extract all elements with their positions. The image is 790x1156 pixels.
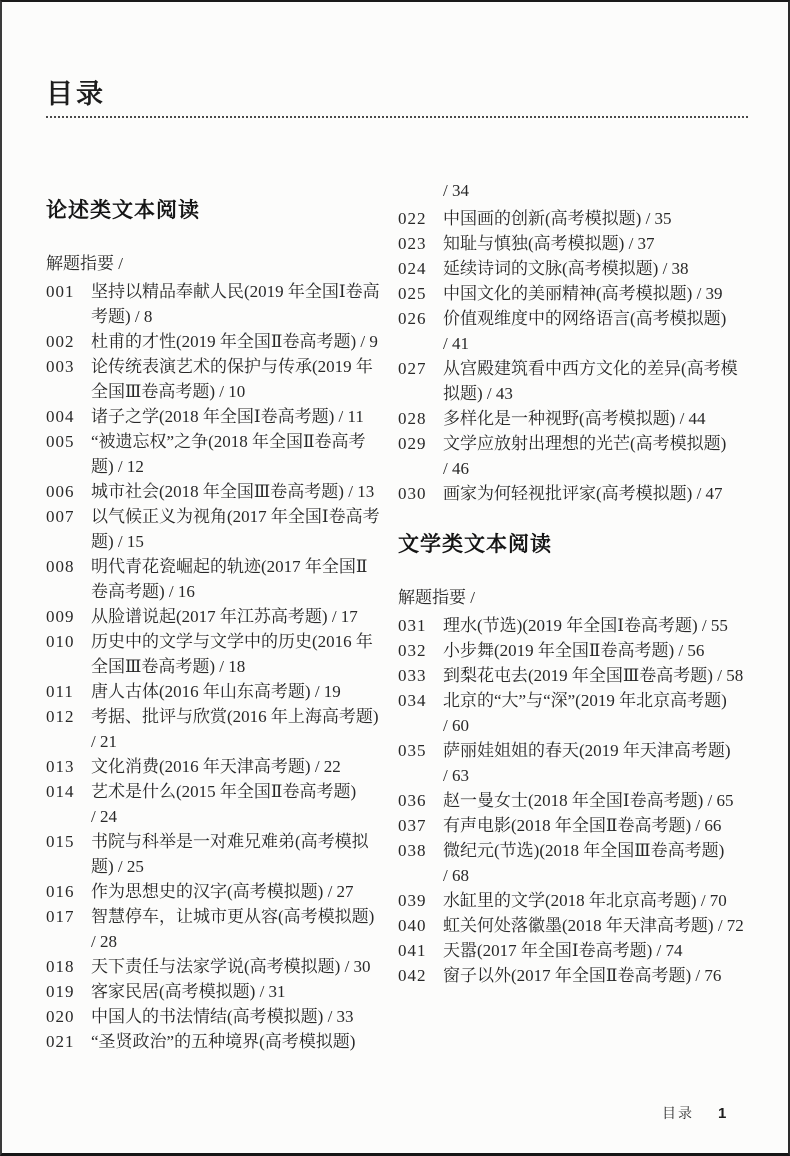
entry-number: 017 — [46, 907, 75, 926]
entry-number: 024 — [398, 259, 427, 278]
toc-entry — [46, 879, 384, 904]
entry-number: 041 — [398, 941, 427, 960]
entry-number: 001 — [46, 282, 75, 301]
entry-number: 005 — [46, 432, 75, 451]
entry-text: 从脸谱说起(2017 年江苏高考题) / 17 — [91, 607, 358, 626]
entry-text: 延续诗词的文脉(高考模拟题) / 38 — [443, 259, 689, 278]
entry-text: 多样化是一种视野(高考模拟题) / 44 — [443, 409, 706, 428]
footer-page-number: 1 — [718, 1105, 727, 1122]
toc-entry — [398, 231, 748, 256]
entry-text: 小步舞(2019 年全国Ⅱ卷高考题) / 56 — [443, 641, 705, 660]
entry-text: 北京的“大”与“深”(2019 年北京高考题) / 60 — [443, 691, 727, 735]
toc-entry — [46, 704, 384, 754]
entry-text: 客家民居(高考模拟题) / 31 — [91, 982, 286, 1001]
toc-entry — [46, 904, 384, 954]
toc-entry — [46, 504, 384, 554]
toc-list-001-021 — [46, 279, 384, 1054]
toc-entry — [398, 913, 748, 938]
entry-text: 诸子之学(2018 年全国Ⅰ卷高考题) / 11 — [91, 407, 364, 426]
entry-number: 031 — [398, 616, 427, 635]
toc-entry — [398, 256, 748, 281]
entry-text: 微纪元(节选)(2018 年全国Ⅲ卷高考题) / 68 — [443, 841, 725, 885]
entry-text: 文化消费(2016 年天津高考题) / 22 — [91, 757, 341, 776]
carryover-page-ref: / 34 — [443, 181, 469, 200]
toc-entry — [398, 888, 748, 913]
toc-entry — [398, 838, 748, 888]
entry-text: 城市社会(2018 年全国Ⅲ卷高考题) / 13 — [91, 482, 375, 501]
entry-number: 026 — [398, 309, 427, 328]
toc-entry — [398, 406, 748, 431]
toc-entry — [46, 754, 384, 779]
toc-entry — [398, 306, 748, 356]
right-column — [398, 178, 748, 988]
entry-number: 007 — [46, 507, 75, 526]
entry-text: 价值观维度中的网络语言(高考模拟题) / 41 — [443, 309, 727, 353]
entry-number: 042 — [398, 966, 427, 985]
toc-list-022-030 — [398, 206, 748, 506]
entry-number: 004 — [46, 407, 75, 426]
entry-text: 文学应放射出理想的光芒(高考模拟题) / 46 — [443, 434, 727, 478]
entry-number: 022 — [398, 209, 427, 228]
entry-text: 坚持以精品奉献人民(2019 年全国Ⅰ卷高考题) / 8 — [91, 282, 380, 326]
entry-text: 从宫殿建筑看中西方文化的差异(高考模拟题) / 43 — [443, 359, 738, 403]
toc-entry — [398, 738, 748, 788]
entry-text: 论传统表演艺术的保护与传承(2019 年全国Ⅲ卷高考题) / 10 — [91, 357, 373, 401]
toc-entry — [398, 813, 748, 838]
toc-entry — [46, 279, 384, 329]
toc-entry — [46, 679, 384, 704]
toc-entry — [398, 356, 748, 406]
entry-text: 到梨花屯去(2019 年全国Ⅲ卷高考题) / 58 — [443, 666, 744, 685]
entry-number: 010 — [46, 632, 75, 651]
entry-number: 008 — [46, 557, 75, 576]
guide-label-literary: 解题指要 / — [398, 588, 475, 607]
toc-entry — [398, 963, 748, 988]
toc-entry — [46, 479, 384, 504]
entry-text: 有声电影(2018 年全国Ⅱ卷高考题) / 66 — [443, 816, 722, 835]
toc-entry — [398, 688, 748, 738]
toc-entry — [46, 829, 384, 879]
entry-text: “被遗忘权”之争(2018 年全国Ⅱ卷高考题) / 12 — [91, 432, 366, 476]
entry-number: 020 — [46, 1007, 75, 1026]
entry-text: 作为思想史的汉字(高考模拟题) / 27 — [91, 882, 354, 901]
toc-entry — [398, 788, 748, 813]
footer-section-label: 目录 — [662, 1105, 694, 1121]
entry-number: 037 — [398, 816, 427, 835]
entry-text: 智慧停车，让城市更从容(高考模拟题) / 28 — [91, 907, 375, 951]
entry-number: 019 — [46, 982, 75, 1001]
section-title-argumentative-reading: 论述类文本阅读 — [46, 199, 200, 222]
entry-number: 036 — [398, 791, 427, 810]
entry-number: 011 — [46, 682, 74, 701]
toc-entry — [46, 604, 384, 629]
entry-number: 016 — [46, 882, 75, 901]
entry-text: 天下责任与法家学说(高考模拟题) / 30 — [91, 957, 371, 976]
toc-entry — [46, 329, 384, 354]
toc-entry — [46, 554, 384, 604]
entry-text: 书院与科举是一对难兄难弟(高考模拟题) / 25 — [91, 832, 369, 876]
toc-entry — [398, 938, 748, 963]
page-title: 目录 — [46, 79, 106, 109]
entry-number: 003 — [46, 357, 75, 376]
entry-text: 画家为何轻视批评家(高考模拟题) / 47 — [443, 484, 723, 503]
entry-number: 018 — [46, 957, 75, 976]
entry-text: 窗子以外(2017 年全国Ⅱ卷高考题) / 76 — [443, 966, 722, 985]
toc-entry — [46, 1029, 384, 1054]
entry-number: 012 — [46, 707, 75, 726]
toc-list-031-042 — [398, 613, 748, 988]
entry-number: 030 — [398, 484, 427, 503]
toc-entry — [398, 431, 748, 481]
entry-number: 009 — [46, 607, 75, 626]
entry-text: 水缸里的文学(2018 年北京高考题) / 70 — [443, 891, 727, 910]
entry-number: 002 — [46, 332, 75, 351]
dotted-divider — [46, 116, 748, 118]
toc-entry — [398, 663, 748, 688]
toc-entry — [46, 779, 384, 829]
toc-entry — [46, 954, 384, 979]
entry-number: 038 — [398, 841, 427, 860]
entry-text: 艺术是什么(2015 年全国Ⅱ卷高考题) / 24 — [91, 782, 357, 826]
toc-entry — [46, 404, 384, 429]
entry-number: 021 — [46, 1032, 75, 1051]
entry-text: 考据、批评与欣赏(2016 年上海高考题) / 21 — [91, 707, 379, 751]
entry-text: 以气候正义为视角(2017 年全国Ⅰ卷高考题) / 15 — [91, 507, 380, 551]
entry-number: 027 — [398, 359, 427, 378]
entry-text: 历史中的文学与文学中的历史(2016 年全国Ⅲ卷高考题) / 18 — [91, 632, 373, 676]
page-footer — [662, 1103, 726, 1123]
toc-entry — [398, 613, 748, 638]
entry-number: 033 — [398, 666, 427, 685]
entry-number: 035 — [398, 741, 427, 760]
entry-number: 023 — [398, 234, 427, 253]
entry-number: 028 — [398, 409, 427, 428]
entry-number: 013 — [46, 757, 75, 776]
entry-text: “圣贤政治”的五种境界(高考模拟题) — [91, 1032, 356, 1051]
entry-text: 唐人古体(2016 年山东高考题) / 19 — [91, 682, 341, 701]
entry-text: 中国人的书法情结(高考模拟题) / 33 — [91, 1007, 354, 1026]
entry-number: 029 — [398, 434, 427, 453]
toc-entry — [398, 206, 748, 231]
entry-number: 025 — [398, 284, 427, 303]
entry-text: 虹关何处落徽墨(2018 年天津高考题) / 72 — [443, 916, 744, 935]
toc-entry — [398, 638, 748, 663]
entry-text: 知耻与慎独(高考模拟题) / 37 — [443, 234, 655, 253]
guide-label-argumentative: 解题指要 / — [46, 254, 123, 273]
entry-number: 006 — [46, 482, 75, 501]
entry-text: 中国画的创新(高考模拟题) / 35 — [443, 209, 672, 228]
entry-text: 杜甫的才性(2019 年全国Ⅱ卷高考题) / 9 — [91, 332, 378, 351]
toc-entry — [46, 979, 384, 1004]
toc-entry — [398, 481, 748, 506]
toc-entry — [46, 629, 384, 679]
left-column — [46, 198, 384, 1054]
entry-number: 039 — [398, 891, 427, 910]
toc-entry — [46, 429, 384, 479]
entry-text: 天嚣(2017 年全国Ⅰ卷高考题) / 74 — [443, 941, 683, 960]
entry-number: 015 — [46, 832, 75, 851]
entry-number: 014 — [46, 782, 75, 801]
entry-text: 赵一曼女士(2018 年全国Ⅰ卷高考题) / 65 — [443, 791, 734, 810]
toc-entry — [398, 281, 748, 306]
entry-text: 明代青花瓷崛起的轨迹(2017 年全国Ⅱ卷高考题) / 16 — [91, 557, 368, 601]
entry-number: 034 — [398, 691, 427, 710]
section-title-literary-reading: 文学类文本阅读 — [398, 533, 552, 556]
entry-text: 中国文化的美丽精神(高考模拟题) / 39 — [443, 284, 723, 303]
toc-entry — [46, 354, 384, 404]
entry-text: 理水(节选)(2019 年全国Ⅰ卷高考题) / 55 — [443, 616, 728, 635]
entry-number: 032 — [398, 641, 427, 660]
toc-entry — [46, 1004, 384, 1029]
entry-number: 040 — [398, 916, 427, 935]
entry-text: 萨丽娃姐姐的春天(2019 年天津高考题) / 63 — [443, 741, 731, 785]
